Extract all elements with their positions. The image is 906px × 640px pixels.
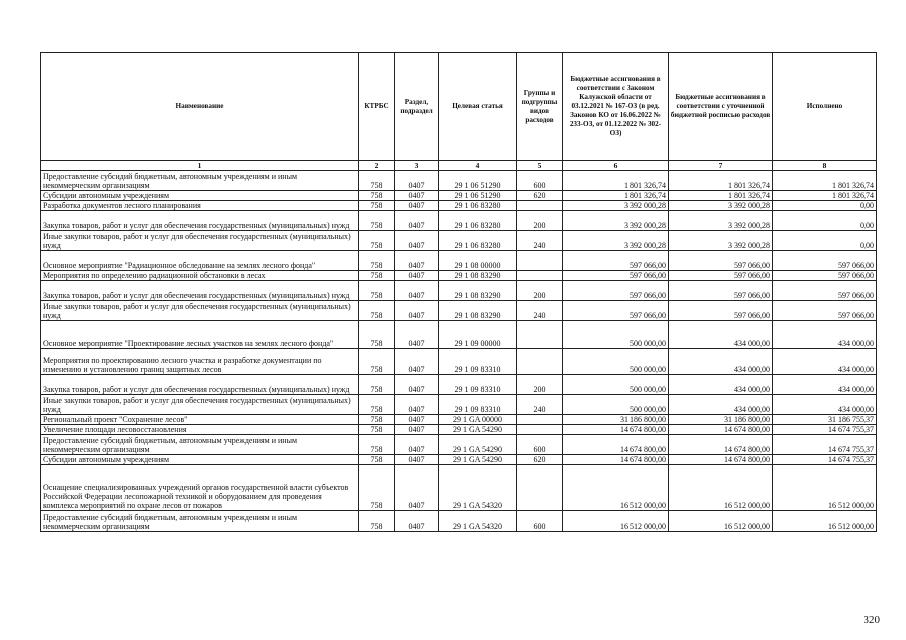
cell-executed: 16 512 000,00 (773, 465, 877, 511)
cell-budget-law: 500 000,00 (563, 375, 669, 395)
cell-budget-law: 14 674 800,00 (563, 435, 669, 455)
cell-budget-refined: 14 674 800,00 (669, 455, 773, 465)
cell-ktrbs: 758 (359, 321, 395, 349)
cell-executed: 434 000,00 (773, 375, 877, 395)
header-target-article: Целевая статья (439, 53, 517, 161)
cell-name: Увеличение площади лесовосстановления (41, 425, 359, 435)
table-row (41, 251, 877, 271)
cell-ktrbs: 758 (359, 201, 395, 211)
cell-budget-law: 500 000,00 (563, 395, 669, 415)
cell-target-article: 29 1 06 83280 (439, 231, 517, 251)
cell-budget-refined: 597 066,00 (669, 251, 773, 271)
cell-name: Основное мероприятие "Проектирование лесных участков на землях лесного фонда" (41, 321, 359, 349)
cell-section: 0407 (395, 281, 439, 301)
table-row (41, 349, 877, 375)
cell-expense-group: 200 (517, 375, 563, 395)
cell-section: 0407 (395, 349, 439, 375)
cell-name: Предоставление субсидий бюджетным, автономным учреждениям и иным некоммерческим организациям (41, 435, 359, 455)
cell-name: Закупка товаров, работ и услуг для обеспечения государственных (муниципальных) нужд (41, 375, 359, 395)
column-number: 1 (41, 161, 359, 171)
header-budget-refined: Бюджетные ассигнования в соответствии с уточненной бюджетной росписью расходов (669, 53, 773, 161)
cell-section: 0407 (395, 201, 439, 211)
cell-budget-refined: 16 512 000,00 (669, 511, 773, 532)
cell-executed: 14 674 755,37 (773, 435, 877, 455)
cell-budget-refined: 14 674 800,00 (669, 435, 773, 455)
cell-budget-refined: 597 066,00 (669, 281, 773, 301)
table-row (41, 301, 877, 321)
cell-section: 0407 (395, 271, 439, 281)
table-row (41, 415, 877, 425)
cell-budget-law: 1 801 326,74 (563, 171, 669, 191)
cell-expense-group (517, 251, 563, 271)
cell-budget-law: 597 066,00 (563, 301, 669, 321)
cell-executed: 0,00 (773, 231, 877, 251)
cell-budget-law: 3 392 000,28 (563, 231, 669, 251)
column-number: 8 (773, 161, 877, 171)
table-row (41, 435, 877, 455)
header-expense-group: Группы и подгруппы видов расходов (517, 53, 563, 161)
column-number: 5 (517, 161, 563, 171)
cell-ktrbs: 758 (359, 465, 395, 511)
cell-budget-refined: 1 801 326,74 (669, 191, 773, 201)
cell-budget-law: 3 392 000,28 (563, 211, 669, 231)
cell-name: Предоставление субсидий бюджетным, автономным учреждениям и иным некоммерческим организациям (41, 511, 359, 532)
cell-budget-law: 597 066,00 (563, 271, 669, 281)
table-row (41, 465, 877, 511)
cell-target-article: 29 1 08 83290 (439, 301, 517, 321)
header-budget-law: Бюджетные ассигнования в соответствии с Законом Калужской области от 03.12.2021 № 167-ОЗ (в ред. Законов КО от 16.06.2022 № 233-ОЗ, от 01.12.2022 № 302-ОЗ) (563, 53, 669, 161)
cell-budget-law: 1 801 326,74 (563, 191, 669, 201)
column-number-row (41, 161, 877, 171)
cell-expense-group (517, 465, 563, 511)
cell-ktrbs: 758 (359, 171, 395, 191)
cell-budget-law: 14 674 800,00 (563, 455, 669, 465)
cell-budget-refined: 3 392 000,28 (669, 231, 773, 251)
cell-executed: 597 066,00 (773, 281, 877, 301)
cell-executed: 16 512 000,00 (773, 511, 877, 532)
table-header-row (41, 53, 877, 161)
table-row (41, 271, 877, 281)
cell-executed: 1 801 326,74 (773, 171, 877, 191)
cell-budget-refined: 597 066,00 (669, 271, 773, 281)
cell-section: 0407 (395, 455, 439, 465)
cell-ktrbs: 758 (359, 349, 395, 375)
cell-target-article: 29 1 09 83310 (439, 375, 517, 395)
cell-target-article: 29 1 GA 54290 (439, 435, 517, 455)
cell-section: 0407 (395, 321, 439, 349)
cell-section: 0407 (395, 191, 439, 201)
cell-expense-group (517, 415, 563, 425)
cell-budget-refined: 434 000,00 (669, 375, 773, 395)
table-row (41, 455, 877, 465)
table-row (41, 425, 877, 435)
cell-target-article: 29 1 08 00000 (439, 251, 517, 271)
cell-target-article: 29 1 GA 54320 (439, 511, 517, 532)
cell-name: Иные закупки товаров, работ и услуг для обеспечения государственных (муниципальных) нужд (41, 395, 359, 415)
cell-budget-law: 16 512 000,00 (563, 511, 669, 532)
cell-expense-group: 600 (517, 511, 563, 532)
table-row (41, 321, 877, 349)
table-row (41, 201, 877, 211)
header-executed: Исполнено (773, 53, 877, 161)
cell-executed: 597 066,00 (773, 271, 877, 281)
cell-ktrbs: 758 (359, 251, 395, 271)
cell-expense-group (517, 201, 563, 211)
cell-name: Мероприятия по проектированию лесного участка и разработке документации по изменению и установлению границ защитных лесов (41, 349, 359, 375)
cell-ktrbs: 758 (359, 281, 395, 301)
cell-section: 0407 (395, 395, 439, 415)
cell-executed: 31 186 755,37 (773, 415, 877, 425)
table-row (41, 511, 877, 532)
column-number: 3 (395, 161, 439, 171)
cell-section: 0407 (395, 415, 439, 425)
cell-budget-refined: 434 000,00 (669, 349, 773, 375)
cell-executed: 597 066,00 (773, 301, 877, 321)
table-row (41, 191, 877, 201)
cell-ktrbs: 758 (359, 211, 395, 231)
cell-expense-group: 620 (517, 455, 563, 465)
cell-name: Предоставление субсидий бюджетным, автономным учреждениям и иным некоммерческим организациям (41, 171, 359, 191)
cell-expense-group (517, 425, 563, 435)
header-name: Наименование (41, 53, 359, 161)
cell-ktrbs: 758 (359, 425, 395, 435)
column-number: 7 (669, 161, 773, 171)
cell-section: 0407 (395, 425, 439, 435)
table-row (41, 395, 877, 415)
header-section: Раздел, подраздел (395, 53, 439, 161)
cell-section: 0407 (395, 211, 439, 231)
cell-executed: 434 000,00 (773, 321, 877, 349)
cell-expense-group: 200 (517, 211, 563, 231)
cell-budget-law: 597 066,00 (563, 281, 669, 301)
column-number: 6 (563, 161, 669, 171)
cell-target-article: 29 1 GA 00000 (439, 415, 517, 425)
cell-expense-group: 600 (517, 435, 563, 455)
cell-executed: 434 000,00 (773, 349, 877, 375)
cell-budget-law: 16 512 000,00 (563, 465, 669, 511)
cell-ktrbs: 758 (359, 301, 395, 321)
cell-target-article: 29 1 09 00000 (439, 321, 517, 349)
table-row (41, 231, 877, 251)
cell-budget-law: 597 066,00 (563, 251, 669, 271)
header-ktrbs: КТРБС (359, 53, 395, 161)
table-row (41, 211, 877, 231)
cell-budget-refined: 3 392 000,28 (669, 201, 773, 211)
cell-target-article: 29 1 GA 54290 (439, 425, 517, 435)
cell-expense-group: 200 (517, 281, 563, 301)
table-row (41, 375, 877, 395)
cell-target-article: 29 1 06 83280 (439, 201, 517, 211)
cell-expense-group (517, 321, 563, 349)
cell-target-article: 29 1 GA 54320 (439, 465, 517, 511)
cell-budget-refined: 434 000,00 (669, 321, 773, 349)
cell-budget-law: 3 392 000,28 (563, 201, 669, 211)
cell-ktrbs: 758 (359, 415, 395, 425)
cell-name: Оснащение специализированных учреждений органов государственной власти субъектов Российской Федерации лесопожарной техникой и оборудованием для проведения комплекса мероприятий по охране лесов от пожаров (41, 465, 359, 511)
cell-target-article: 29 1 06 51290 (439, 191, 517, 201)
page-number: 320 (863, 614, 880, 626)
cell-section: 0407 (395, 301, 439, 321)
cell-ktrbs: 758 (359, 511, 395, 532)
cell-budget-law: 500 000,00 (563, 321, 669, 349)
cell-ktrbs: 758 (359, 455, 395, 465)
cell-executed: 0,00 (773, 211, 877, 231)
budget-table (40, 52, 877, 532)
cell-section: 0407 (395, 465, 439, 511)
cell-budget-refined: 31 186 800,00 (669, 415, 773, 425)
cell-name: Основное мероприятие "Радиационное обследование на землях лесного фонда" (41, 251, 359, 271)
cell-name: Субсидии автономным учреждениям (41, 191, 359, 201)
cell-target-article: 29 1 09 83310 (439, 395, 517, 415)
cell-ktrbs: 758 (359, 395, 395, 415)
cell-budget-refined: 3 392 000,28 (669, 211, 773, 231)
cell-budget-refined: 1 801 326,74 (669, 171, 773, 191)
cell-executed: 1 801 326,74 (773, 191, 877, 201)
cell-ktrbs: 758 (359, 271, 395, 281)
cell-section: 0407 (395, 511, 439, 532)
table-row (41, 171, 877, 191)
cell-section: 0407 (395, 251, 439, 271)
cell-budget-refined: 16 512 000,00 (669, 465, 773, 511)
cell-executed: 14 674 755,37 (773, 425, 877, 435)
cell-target-article: 29 1 GA 54290 (439, 455, 517, 465)
cell-executed: 14 674 755,37 (773, 455, 877, 465)
cell-executed: 597 066,00 (773, 251, 877, 271)
cell-budget-refined: 14 674 800,00 (669, 425, 773, 435)
column-number: 4 (439, 161, 517, 171)
cell-budget-law: 500 000,00 (563, 349, 669, 375)
cell-executed: 434 000,00 (773, 395, 877, 415)
cell-target-article: 29 1 06 83280 (439, 211, 517, 231)
cell-expense-group: 240 (517, 231, 563, 251)
cell-executed: 0,00 (773, 201, 877, 211)
cell-name: Закупка товаров, работ и услуг для обеспечения государственных (муниципальных) нужд (41, 211, 359, 231)
cell-expense-group: 600 (517, 171, 563, 191)
cell-budget-refined: 434 000,00 (669, 395, 773, 415)
cell-expense-group (517, 271, 563, 281)
cell-target-article: 29 1 08 83290 (439, 271, 517, 281)
cell-section: 0407 (395, 231, 439, 251)
cell-target-article: 29 1 09 83310 (439, 349, 517, 375)
cell-name: Мероприятия по определению радиационной обстановки в лесах (41, 271, 359, 281)
cell-budget-law: 14 674 800,00 (563, 425, 669, 435)
cell-section: 0407 (395, 171, 439, 191)
cell-expense-group: 620 (517, 191, 563, 201)
cell-expense-group: 240 (517, 395, 563, 415)
table-body (41, 171, 877, 532)
cell-ktrbs: 758 (359, 231, 395, 251)
cell-target-article: 29 1 08 83290 (439, 281, 517, 301)
cell-ktrbs: 758 (359, 435, 395, 455)
column-number: 2 (359, 161, 395, 171)
cell-name: Региональный проект "Сохранение лесов" (41, 415, 359, 425)
cell-budget-refined: 597 066,00 (669, 301, 773, 321)
cell-expense-group: 240 (517, 301, 563, 321)
cell-ktrbs: 758 (359, 191, 395, 201)
cell-target-article: 29 1 06 51290 (439, 171, 517, 191)
table-row (41, 281, 877, 301)
cell-name: Разработка документов лесного планирования (41, 201, 359, 211)
cell-name: Иные закупки товаров, работ и услуг для обеспечения государственных (муниципальных) нужд (41, 301, 359, 321)
cell-name: Иные закупки товаров, работ и услуг для обеспечения государственных (муниципальных) нужд (41, 231, 359, 251)
cell-section: 0407 (395, 375, 439, 395)
cell-budget-law: 31 186 800,00 (563, 415, 669, 425)
cell-ktrbs: 758 (359, 375, 395, 395)
cell-expense-group (517, 349, 563, 375)
cell-name: Закупка товаров, работ и услуг для обеспечения государственных (муниципальных) нужд (41, 281, 359, 301)
cell-name: Субсидии автономным учреждениям (41, 455, 359, 465)
cell-section: 0407 (395, 435, 439, 455)
